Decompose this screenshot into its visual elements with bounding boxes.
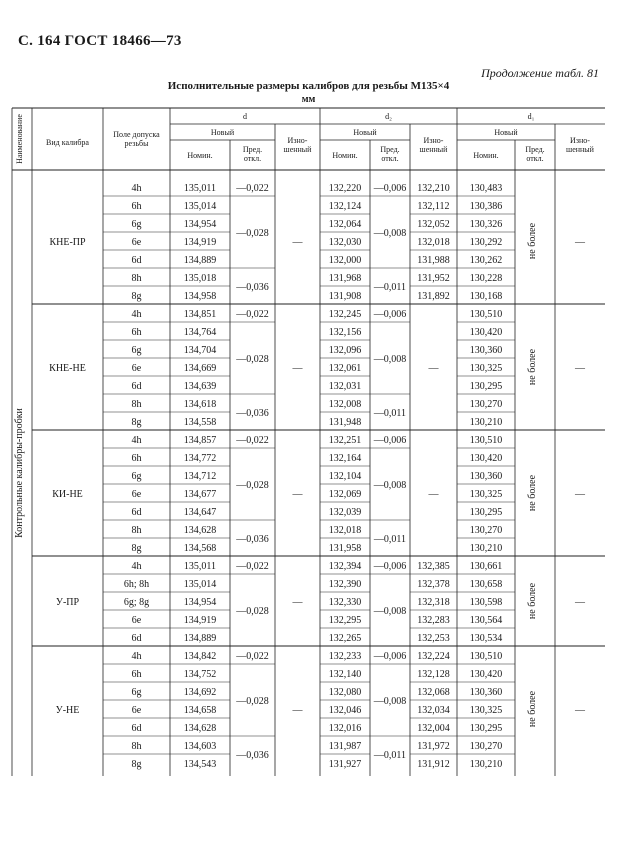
d2-nominal-cell: 132,064 bbox=[328, 219, 362, 230]
d2-nominal-cell: 132,080 bbox=[328, 687, 362, 698]
d1-nominal-cell: 130,325 bbox=[469, 363, 503, 374]
d2-nominal-cell: 132,245 bbox=[328, 309, 362, 320]
gauge-kind-name: КИ-НЕ bbox=[52, 489, 83, 500]
d2-worn-cell: 132,378 bbox=[417, 579, 450, 590]
d2-worn-cell: 132,253 bbox=[417, 633, 450, 644]
d1-nominal-cell: 130,420 bbox=[469, 327, 503, 338]
d1-nominal-cell: 130,168 bbox=[469, 291, 503, 302]
tolerance-cell: 6e bbox=[131, 705, 142, 716]
d-nominal-cell: 135,018 bbox=[183, 273, 217, 284]
d-deviation-cell: —0,028 bbox=[236, 480, 269, 491]
d2-worn-cell: 132,112 bbox=[417, 201, 450, 212]
d2-worn-cell: 132,210 bbox=[417, 183, 450, 194]
d-deviation-cell: —0,028 bbox=[236, 696, 269, 707]
tolerance-cell: 4h bbox=[131, 183, 142, 194]
tolerance-cell: 6h bbox=[131, 201, 142, 212]
d1-nominal-cell: 130,661 bbox=[469, 561, 503, 572]
d-nominal-cell: 134,543 bbox=[183, 759, 217, 770]
d-nominal-cell: 135,014 bbox=[183, 579, 217, 590]
d-deviation-cell: —0,022 bbox=[236, 435, 269, 446]
d-worn-dash: — bbox=[292, 705, 303, 716]
d1-worn-dash: — bbox=[575, 363, 585, 374]
d2-nominal-cell: 131,927 bbox=[328, 759, 362, 770]
d-nominal-cell: 134,851 bbox=[183, 309, 217, 320]
d2-nominal-cell: 132,104 bbox=[328, 471, 362, 482]
d2-deviation-cell: —0,008 bbox=[373, 228, 407, 239]
d1-deviation-note: не более bbox=[527, 582, 538, 620]
tolerance-cell: 8h bbox=[131, 399, 142, 410]
column-d1-new-header: Новый bbox=[494, 128, 518, 137]
d-deviation-cell: —0,036 bbox=[236, 408, 269, 419]
column-d-worn-header: шенный bbox=[283, 145, 312, 154]
d2-nominal-cell: 132,000 bbox=[328, 255, 362, 266]
tolerance-cell: 8h bbox=[131, 525, 142, 536]
d-deviation-cell: —0,036 bbox=[236, 534, 269, 545]
table-unit: мм bbox=[301, 94, 316, 105]
d1-nominal-cell: 130,510 bbox=[469, 309, 503, 320]
gauge-kind-name: У-ПР bbox=[55, 597, 80, 608]
d2-nominal-cell: 132,220 bbox=[328, 183, 362, 194]
d2-nominal-cell: 132,031 bbox=[328, 381, 362, 392]
d1-nominal-cell: 130,534 bbox=[469, 633, 503, 644]
tolerance-cell: 6g bbox=[131, 219, 142, 230]
d2-worn-cell: 131,952 bbox=[417, 273, 450, 284]
column-d2-nominal-header: Номин. bbox=[332, 151, 358, 160]
d2-worn-cell: 132,018 bbox=[417, 237, 450, 248]
d1-nominal-cell: 130,564 bbox=[469, 615, 503, 626]
d2-worn-cell: 132,068 bbox=[417, 687, 450, 698]
column-d2-header: d₂ bbox=[385, 112, 392, 121]
d-nominal-cell: 135,011 bbox=[183, 561, 217, 572]
d2-nominal-cell: 132,046 bbox=[328, 705, 362, 716]
d2-nominal-cell: 132,330 bbox=[328, 597, 362, 608]
d2-nominal-cell: 131,908 bbox=[328, 291, 362, 302]
d1-nominal-cell: 130,325 bbox=[469, 705, 503, 716]
d-nominal-cell: 134,628 bbox=[183, 723, 217, 734]
tolerance-cell: 6g bbox=[131, 471, 142, 482]
d1-nominal-cell: 130,386 bbox=[469, 201, 503, 212]
d-nominal-cell: 134,919 bbox=[183, 615, 217, 626]
d2-worn-cell: 132,224 bbox=[417, 651, 450, 662]
d-nominal-cell: 135,011 bbox=[183, 183, 217, 194]
d-worn-dash: — bbox=[292, 597, 303, 608]
d-worn-dash: — bbox=[292, 237, 303, 248]
column-d-nominal-header: Номин. bbox=[187, 151, 213, 160]
column-tolerance-header: резьбы bbox=[124, 139, 149, 148]
d1-nominal-cell: 130,270 bbox=[469, 741, 503, 752]
d-nominal-cell: 134,772 bbox=[183, 453, 217, 464]
d1-deviation-note: не более bbox=[527, 348, 538, 386]
d2-nominal-cell: 131,987 bbox=[328, 741, 362, 752]
d-nominal-cell: 134,669 bbox=[183, 363, 217, 374]
tolerance-cell: 6g bbox=[131, 345, 142, 356]
d-nominal-cell: 134,628 bbox=[183, 525, 217, 536]
d1-nominal-cell: 130,292 bbox=[469, 237, 503, 248]
d2-nominal-cell: 132,039 bbox=[328, 507, 362, 518]
d1-nominal-cell: 130,326 bbox=[469, 219, 503, 230]
d-deviation-cell: —0,022 bbox=[236, 561, 269, 572]
d2-deviation-cell: —0,006 bbox=[373, 651, 407, 662]
column-tolerance-header: Поле допуска bbox=[113, 130, 160, 139]
d-nominal-cell: 134,954 bbox=[183, 219, 217, 230]
d2-nominal-cell: 132,251 bbox=[328, 435, 362, 446]
tolerance-cell: 6h bbox=[131, 669, 142, 680]
d1-nominal-cell: 130,228 bbox=[469, 273, 503, 284]
d-nominal-cell: 134,752 bbox=[183, 669, 217, 680]
d2-deviation-cell: —0,008 bbox=[373, 696, 407, 707]
d2-deviation-cell: —0,011 bbox=[373, 534, 407, 545]
d2-worn-cell: 132,004 bbox=[417, 723, 450, 734]
tolerance-cell: 8g bbox=[131, 543, 142, 554]
d-nominal-cell: 134,712 bbox=[183, 471, 217, 482]
d-deviation-cell: —0,028 bbox=[236, 228, 269, 239]
d1-worn-dash: — bbox=[575, 705, 585, 716]
d2-nominal-cell: 132,265 bbox=[328, 633, 362, 644]
d-deviation-cell: —0,028 bbox=[236, 606, 269, 617]
tolerance-cell: 6d bbox=[131, 633, 142, 644]
tolerance-cell: 6e bbox=[131, 237, 142, 248]
d2-deviation-cell: —0,006 bbox=[373, 183, 407, 194]
tolerance-cell: 4h bbox=[131, 309, 142, 320]
table-title: Исполнительные размеры калибров для резьбы М135×4 bbox=[167, 80, 450, 92]
d1-nominal-cell: 130,510 bbox=[469, 435, 503, 446]
d2-deviation-cell: —0,011 bbox=[373, 750, 407, 761]
d2-nominal-cell: 132,140 bbox=[328, 669, 362, 680]
column-d1-deviation-header: Пред. bbox=[525, 145, 545, 154]
d1-nominal-cell: 130,295 bbox=[469, 723, 503, 734]
d-deviation-cell: —0,022 bbox=[236, 651, 269, 662]
tolerance-cell: 6e bbox=[131, 363, 142, 374]
column-d1-deviation-header: откл. bbox=[526, 154, 544, 163]
d1-nominal-cell: 130,270 bbox=[469, 525, 503, 536]
d2-worn-cell: 131,912 bbox=[417, 759, 450, 770]
column-d2-new-header: Новый bbox=[353, 128, 377, 137]
d2-worn-cell: 131,892 bbox=[417, 291, 450, 302]
d2-nominal-cell: 132,030 bbox=[328, 237, 362, 248]
d2-nominal-cell: 132,233 bbox=[328, 651, 362, 662]
column-d1-worn-header: Изно- bbox=[570, 136, 590, 145]
d2-deviation-cell: —0,006 bbox=[373, 435, 407, 446]
d2-worn-cell: 132,283 bbox=[417, 615, 450, 626]
d2-deviation-cell: —0,011 bbox=[373, 282, 407, 293]
d2-nominal-cell: 132,295 bbox=[328, 615, 362, 626]
d2-worn-cell: 132,128 bbox=[417, 669, 450, 680]
d2-deviation-cell: —0,011 bbox=[373, 408, 407, 419]
d2-worn-cell: 131,988 bbox=[417, 255, 450, 266]
d2-nominal-cell: 132,069 bbox=[328, 489, 362, 500]
tolerance-cell: 6g; 8g bbox=[123, 597, 150, 608]
tolerance-cell: 4h bbox=[131, 651, 142, 662]
d1-worn-dash: — bbox=[575, 597, 585, 608]
d-nominal-cell: 134,764 bbox=[183, 327, 217, 338]
d-nominal-cell: 134,692 bbox=[183, 687, 217, 698]
d-nominal-cell: 134,889 bbox=[183, 255, 217, 266]
d1-nominal-cell: 130,295 bbox=[469, 381, 503, 392]
d2-worn-dash: — bbox=[428, 489, 439, 500]
d-deviation-cell: —0,036 bbox=[236, 750, 269, 761]
d-deviation-cell: —0,036 bbox=[236, 282, 269, 293]
d2-worn-cell: 132,385 bbox=[417, 561, 450, 572]
column-d-header: d bbox=[243, 112, 247, 121]
page-title: С. 164 ГОСТ 18466—73 bbox=[18, 33, 182, 49]
d-nominal-cell: 134,658 bbox=[183, 705, 217, 716]
column-d1-worn-header: шенный bbox=[566, 145, 594, 154]
d2-nominal-cell: 132,008 bbox=[328, 399, 362, 410]
d-nominal-cell: 134,618 bbox=[183, 399, 217, 410]
d2-nominal-cell: 132,394 bbox=[328, 561, 362, 572]
d1-nominal-cell: 130,295 bbox=[469, 507, 503, 518]
d1-nominal-cell: 130,420 bbox=[469, 669, 503, 680]
tolerance-cell: 6e bbox=[131, 489, 142, 500]
d-nominal-cell: 134,647 bbox=[183, 507, 217, 518]
d2-nominal-cell: 132,096 bbox=[328, 345, 362, 356]
d2-deviation-cell: —0,006 bbox=[373, 309, 407, 320]
d-nominal-cell: 134,842 bbox=[183, 651, 217, 662]
gauge-kind-name: КНЕ-НЕ bbox=[49, 363, 86, 374]
d2-nominal-cell: 132,016 bbox=[328, 723, 362, 734]
d-worn-dash: — bbox=[292, 489, 303, 500]
d2-worn-cell: 131,972 bbox=[417, 741, 450, 752]
tolerance-cell: 8h bbox=[131, 741, 142, 752]
d2-nominal-cell: 131,968 bbox=[328, 273, 362, 284]
tolerance-cell: 6e bbox=[131, 615, 142, 626]
d-worn-dash: — bbox=[292, 363, 303, 374]
d2-deviation-cell: —0,008 bbox=[373, 354, 407, 365]
d-nominal-cell: 134,958 bbox=[183, 291, 217, 302]
d1-nominal-cell: 130,360 bbox=[469, 471, 503, 482]
d1-nominal-cell: 130,658 bbox=[469, 579, 503, 590]
tolerance-cell: 8g bbox=[131, 291, 142, 302]
d-deviation-cell: —0,022 bbox=[236, 309, 269, 320]
table-continuation-note: Продолжение табл. 81 bbox=[481, 66, 599, 80]
d-nominal-cell: 134,677 bbox=[183, 489, 217, 500]
d2-nominal-cell: 132,061 bbox=[328, 363, 362, 374]
d1-worn-dash: — bbox=[575, 489, 585, 500]
d1-nominal-cell: 130,210 bbox=[469, 759, 503, 770]
column-d2-deviation-header: Пред. bbox=[380, 145, 400, 154]
d1-nominal-cell: 130,325 bbox=[469, 489, 503, 500]
d1-deviation-note: не более bbox=[527, 474, 538, 512]
tolerance-cell: 8g bbox=[131, 759, 142, 770]
d-nominal-cell: 134,954 bbox=[183, 597, 217, 608]
d1-nominal-cell: 130,420 bbox=[469, 453, 503, 464]
d1-nominal-cell: 130,210 bbox=[469, 543, 503, 554]
d2-nominal-cell: 132,164 bbox=[328, 453, 362, 464]
column-d-deviation-header: Пред. bbox=[242, 145, 263, 154]
d2-worn-dash: — bbox=[428, 363, 439, 374]
column-d-deviation-header: откл. bbox=[243, 154, 262, 163]
d-nominal-cell: 134,603 bbox=[183, 741, 217, 752]
d2-nominal-cell: 132,018 bbox=[328, 525, 362, 536]
d-deviation-cell: —0,022 bbox=[236, 183, 269, 194]
d2-nominal-cell: 131,948 bbox=[328, 417, 362, 428]
d2-nominal-cell: 132,124 bbox=[328, 201, 362, 212]
d1-worn-dash: — bbox=[575, 237, 585, 248]
gauge-kind-name: КНЕ-ПР bbox=[49, 237, 86, 248]
tolerance-cell: 8g bbox=[131, 417, 142, 428]
d1-nominal-cell: 130,270 bbox=[469, 399, 503, 410]
d-nominal-cell: 134,639 bbox=[183, 381, 217, 392]
d2-nominal-cell: 132,390 bbox=[328, 579, 362, 590]
d-nominal-cell: 134,889 bbox=[183, 633, 217, 644]
column-d1-nominal-header: Номин. bbox=[473, 151, 499, 160]
column-d2-deviation-header: откл. bbox=[381, 154, 399, 163]
tolerance-cell: 6d bbox=[131, 255, 142, 266]
d1-deviation-note: не более bbox=[527, 690, 538, 728]
d1-deviation-note: не более bbox=[527, 222, 538, 260]
column-gauge-kind-header: Вид калибра bbox=[46, 138, 89, 147]
tolerance-cell: 6h; 8h bbox=[123, 579, 150, 590]
d1-nominal-cell: 130,360 bbox=[469, 345, 503, 356]
column-d1-header: d₁ bbox=[527, 112, 535, 121]
d2-deviation-cell: —0,006 bbox=[373, 561, 407, 572]
tolerance-cell: 8h bbox=[131, 273, 142, 284]
d-nominal-cell: 134,919 bbox=[183, 237, 217, 248]
tolerance-cell: 6d bbox=[131, 507, 142, 518]
gauge-kind-name: У-НЕ bbox=[55, 705, 80, 716]
tolerance-cell: 4h bbox=[131, 435, 142, 446]
column-d-new-header: Новый bbox=[210, 128, 235, 137]
d-nominal-cell: 134,568 bbox=[183, 543, 217, 554]
column-d-worn-header: Изно- bbox=[287, 136, 308, 145]
d1-nominal-cell: 130,510 bbox=[469, 651, 503, 662]
d2-worn-cell: 132,034 bbox=[417, 705, 450, 716]
d2-deviation-cell: —0,008 bbox=[373, 480, 407, 491]
d2-deviation-cell: —0,008 bbox=[373, 606, 407, 617]
d1-nominal-cell: 130,360 bbox=[469, 687, 503, 698]
tolerance-cell: 4h bbox=[131, 561, 142, 572]
d-nominal-cell: 134,857 bbox=[183, 435, 217, 446]
tolerance-cell: 6d bbox=[131, 381, 142, 392]
group-label: Контрольные калибры-пробки bbox=[14, 408, 25, 538]
tolerance-cell: 6h bbox=[131, 327, 142, 338]
d2-nominal-cell: 132,156 bbox=[328, 327, 362, 338]
d2-worn-cell: 132,318 bbox=[417, 597, 450, 608]
d2-worn-cell: 132,052 bbox=[417, 219, 450, 230]
tolerance-cell: 6g bbox=[131, 687, 142, 698]
column-d2-worn-header: Изно- bbox=[423, 136, 444, 145]
tolerance-cell: 6d bbox=[131, 723, 142, 734]
column-d2-worn-header: шенный bbox=[419, 145, 448, 154]
d-deviation-cell: —0,028 bbox=[236, 354, 269, 365]
column-name-header: Наименование bbox=[15, 114, 24, 164]
d1-nominal-cell: 130,598 bbox=[469, 597, 503, 608]
d1-nominal-cell: 130,262 bbox=[469, 255, 503, 266]
tolerance-cell: 6h bbox=[131, 453, 142, 464]
d2-nominal-cell: 131,958 bbox=[328, 543, 362, 554]
d-nominal-cell: 134,704 bbox=[183, 345, 217, 356]
d1-nominal-cell: 130,210 bbox=[469, 417, 503, 428]
d-nominal-cell: 134,558 bbox=[183, 417, 217, 428]
d-nominal-cell: 135,014 bbox=[183, 201, 217, 212]
d1-nominal-cell: 130,483 bbox=[469, 183, 503, 194]
